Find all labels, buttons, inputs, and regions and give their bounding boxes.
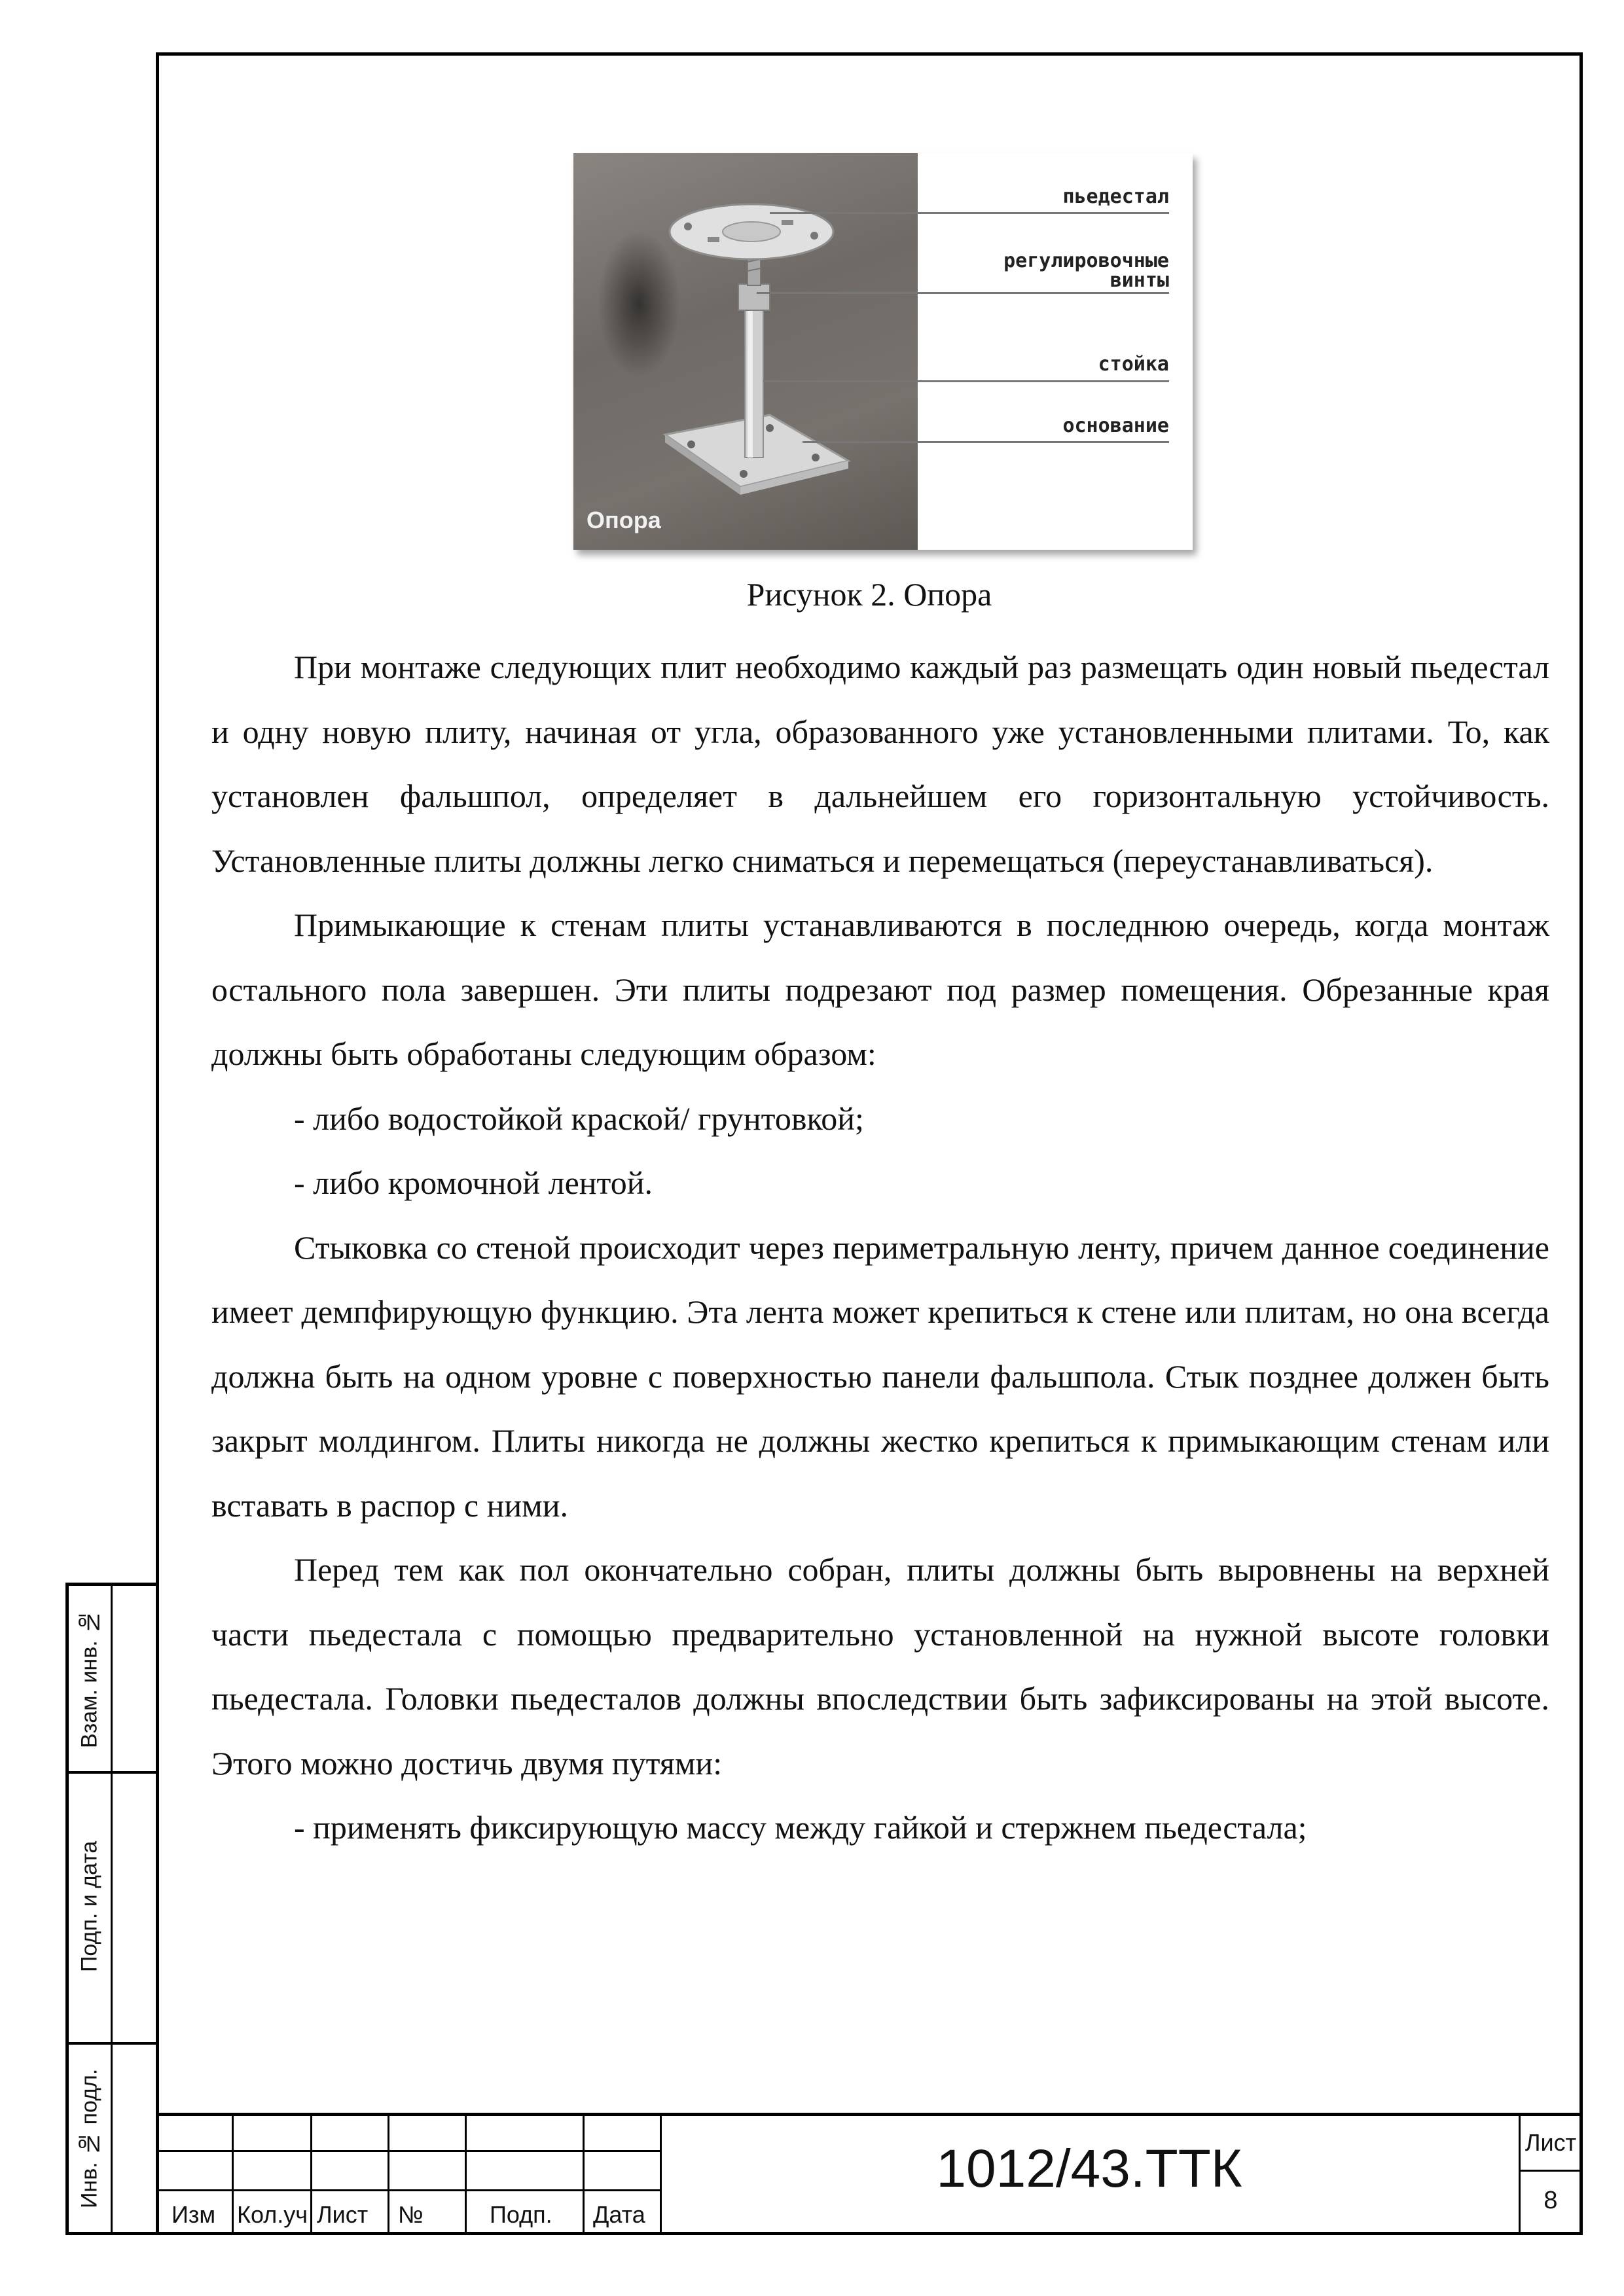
figure-caption: Рисунок 2. Опора — [746, 576, 992, 613]
title-block — [156, 2113, 1583, 2235]
sheet-number: 8 — [1543, 2187, 1558, 2214]
callout-base: основание — [1062, 414, 1169, 437]
list-item-paint: - либо водостойкой краской/ грунтовкой; — [294, 1100, 864, 1137]
sheet-label: Лист — [1525, 2129, 1577, 2156]
callout-line-base — [803, 441, 1169, 443]
photo-label: Опора — [586, 507, 661, 533]
side-label-inv: Инв. № подл. — [77, 2068, 102, 2209]
col-podp: Подп. — [490, 2201, 552, 2228]
paragraph-wall-joint: Стыковка со стеной происходит через периметральную ленту, причем данное соединение имеет демпфирующую функцию. Эта лента может крепиться к стене или плитам, но она всегда должна быть на одном уровне с поверхностью панели фальшпола. Стык позднее должен быть закрыт молдингом. Плиты никогда не должны жестко крепиться к примыкающим стенам или вставать в распор с ними. — [211, 1229, 1549, 1524]
col-kol-uch: Кол.уч — [237, 2201, 308, 2228]
list-item-fixing-compound: - применять фиксирующую массу между гайкой и стержнем пьедестала; — [294, 1809, 1307, 1846]
callout-pedestal: пьедестал — [1062, 185, 1169, 208]
body-text — [211, 635, 1549, 1860]
callout-adjusting-screws: регулировочные винты — [1003, 249, 1169, 292]
col-data: Дата — [593, 2201, 645, 2228]
col-number: № — [398, 2201, 424, 2228]
list-item-edge-tape: - либо кромочной лентой. — [294, 1164, 653, 1201]
col-list: Лист — [317, 2201, 369, 2228]
callout-post: стойка — [1098, 353, 1169, 376]
callout-line-pedestal — [770, 212, 1169, 214]
col-izm: Изм — [171, 2201, 216, 2228]
paragraph-leveling: Перед тем как пол окончательно собран, плиты должны быть выровнены на верхней части пьедестала с помощью предварительно установленной на нужной высоте головки пьедестала. Головки пьедесталов должны впоследствии быть зафиксированы на этой высоте. Этого можно достичь двумя путями: — [211, 1551, 1549, 1782]
paragraph-installation-order: При монтаже следующих плит необходимо каждый раз размещать один новый пьедестал и одну новую плиту, начиная от угла, образованного уже установленными плитами. То, как установлен фальшпол, определяет в дальнейшем его горизонтальную устойчивость. Установленные плиты должны легко сниматься и перемещаться (переустанавливаться). — [211, 649, 1549, 879]
side-label-vzam: Взам. инв. № — [77, 1609, 102, 1748]
support-figure — [573, 153, 1193, 550]
side-label-podp: Подп. и дата — [77, 1840, 102, 1973]
callout-line-screws — [757, 292, 1169, 294]
callout-line-post — [763, 380, 1169, 382]
side-stamp — [65, 1583, 156, 2235]
document-code: 1012/43.ТТК — [936, 2139, 1242, 2198]
paragraph-wall-plates: Примыкающие к стенам плиты устанавливаются в последнюю очередь, когда монтаж остального пола завершен. Эти плиты подрезают под размер помещения. Обрезанные края должны быть обработаны следующим образом: — [211, 906, 1549, 1072]
